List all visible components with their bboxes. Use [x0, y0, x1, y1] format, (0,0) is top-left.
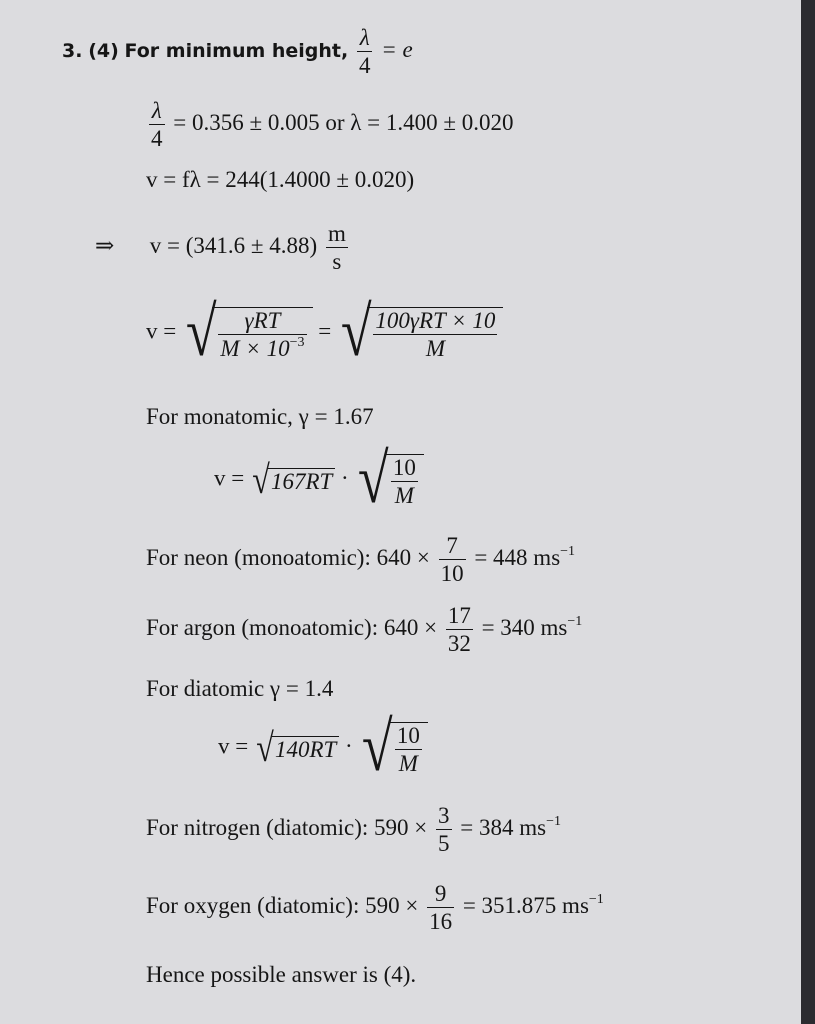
heading-text: For minimum height,: [124, 39, 349, 62]
inverse-exponent: −1: [588, 891, 604, 907]
frac-denominator: 5: [438, 831, 450, 856]
page-edge-shadow: [801, 0, 815, 1024]
velocity-result-text: v = (341.6 ± 4.88): [149, 232, 318, 258]
question-number: 3.: [62, 39, 83, 62]
frac-denominator: 10: [440, 561, 464, 586]
lambda-value-text: = 0.356 ± 0.005 or λ = 1.400 ± 0.020: [173, 109, 514, 135]
neon-result: = 448 ms: [474, 544, 561, 570]
frac-denominator: $M \times 10^{-3}$: [220, 334, 305, 361]
inverse-exponent: −1: [560, 543, 576, 559]
velocity-frequency-text: v = fλ = 244(1.4000 ± 0.020): [146, 167, 415, 192]
nitrogen-fraction: [436, 804, 452, 855]
nitrogen-label: For nitrogen (diatomic): 590 ×: [146, 814, 428, 840]
argon-line: [146, 604, 582, 655]
frac-numerator: 100γRT × 10: [375, 307, 496, 333]
frac-numerator: 10: [392, 454, 416, 480]
frac-numerator: m: [327, 221, 346, 246]
sqrt-167rt: √167RT: [250, 460, 335, 500]
equals-e: = e: [381, 36, 413, 62]
dot-operator: ·: [345, 733, 353, 759]
monatomic-label: For monatomic, γ = 1.67: [146, 404, 374, 429]
sqrt-140rt: √140RT: [254, 728, 339, 768]
monatomic-velocity-formula: [214, 441, 424, 518]
frac-denominator: M: [425, 335, 445, 361]
oxygen-line: [146, 882, 604, 933]
frac-denominator: M: [394, 482, 414, 508]
ten-over-m: [395, 724, 422, 775]
m-per-s-fraction: [326, 222, 348, 273]
frac-numerator: 3: [438, 803, 450, 828]
frac-denominator: 4: [358, 53, 371, 78]
frac-numerator: 9: [427, 882, 454, 908]
answer-option: (4): [88, 39, 119, 62]
sqrt-formula-2: √ $\frac{\text{100γRT × 10}}{M}$: [337, 298, 503, 368]
frac-numerator: λ: [357, 26, 373, 52]
lambda-over-four: [357, 26, 373, 77]
lambda-over-four: [149, 99, 165, 150]
hundred-gamma-rt-over-m: [373, 309, 497, 360]
ten-over-m: [391, 456, 418, 507]
gamma-rt-over-m: [218, 309, 306, 360]
argon-fraction: [446, 604, 473, 655]
velocity-root-formula: [146, 294, 503, 371]
oxygen-fraction: [427, 882, 454, 933]
equals-sign: =: [318, 318, 332, 344]
velocity-frequency-line: [146, 168, 414, 191]
frac-denominator: s: [332, 249, 342, 274]
inverse-exponent: −1: [567, 613, 583, 629]
v-equals: v =: [146, 318, 177, 344]
frac-denominator: 16: [429, 909, 453, 934]
oxygen-label: For oxygen (diatomic): 590 ×: [146, 892, 419, 918]
frac-numerator: λ: [149, 99, 165, 125]
v-equals: v =: [214, 465, 245, 491]
question-heading: [62, 26, 413, 77]
frac-numerator: γRT: [218, 309, 306, 335]
sqrt-formula-1: √ $\frac{\text{γRT}}{M \times 10^{-3}}$: [182, 298, 313, 368]
frac-denominator: 4: [151, 126, 163, 151]
diatomic-velocity-formula: [218, 709, 428, 786]
diatomic-label: For diatomic γ = 1.4: [146, 676, 334, 701]
sqrt-10-over-m: √ $\frac{10}{M}$: [354, 445, 423, 515]
argon-result: = 340 ms: [481, 614, 568, 640]
neon-line: [146, 534, 575, 585]
v-equals: v =: [218, 733, 249, 759]
frac-denominator: M: [398, 750, 418, 776]
nitrogen-result: = 384 ms: [460, 814, 547, 840]
lambda-measurement-line: [146, 99, 514, 150]
neon-label: For neon (monoatomic): 640 ×: [146, 544, 430, 570]
inverse-exponent: −1: [546, 813, 561, 829]
implies-arrow: ⇒: [95, 232, 115, 258]
sqrt-10-over-m: √ $\frac{10}{M}$: [358, 713, 427, 783]
argon-label: For argon (monoatomic): 640 ×: [146, 614, 438, 640]
oxygen-result: = 351.875 ms: [462, 892, 589, 918]
neon-fraction: [439, 534, 466, 585]
velocity-result-line: [95, 222, 351, 273]
frac-denominator: 32: [447, 631, 471, 656]
frac-numerator: 17: [447, 603, 471, 628]
frac-numerator: 7: [439, 534, 466, 560]
nitrogen-line: [146, 804, 561, 855]
dot-operator: ·: [341, 465, 349, 491]
frac-numerator: 10: [396, 722, 420, 748]
conclusion-text: Hence possible answer is (4).: [146, 962, 417, 987]
